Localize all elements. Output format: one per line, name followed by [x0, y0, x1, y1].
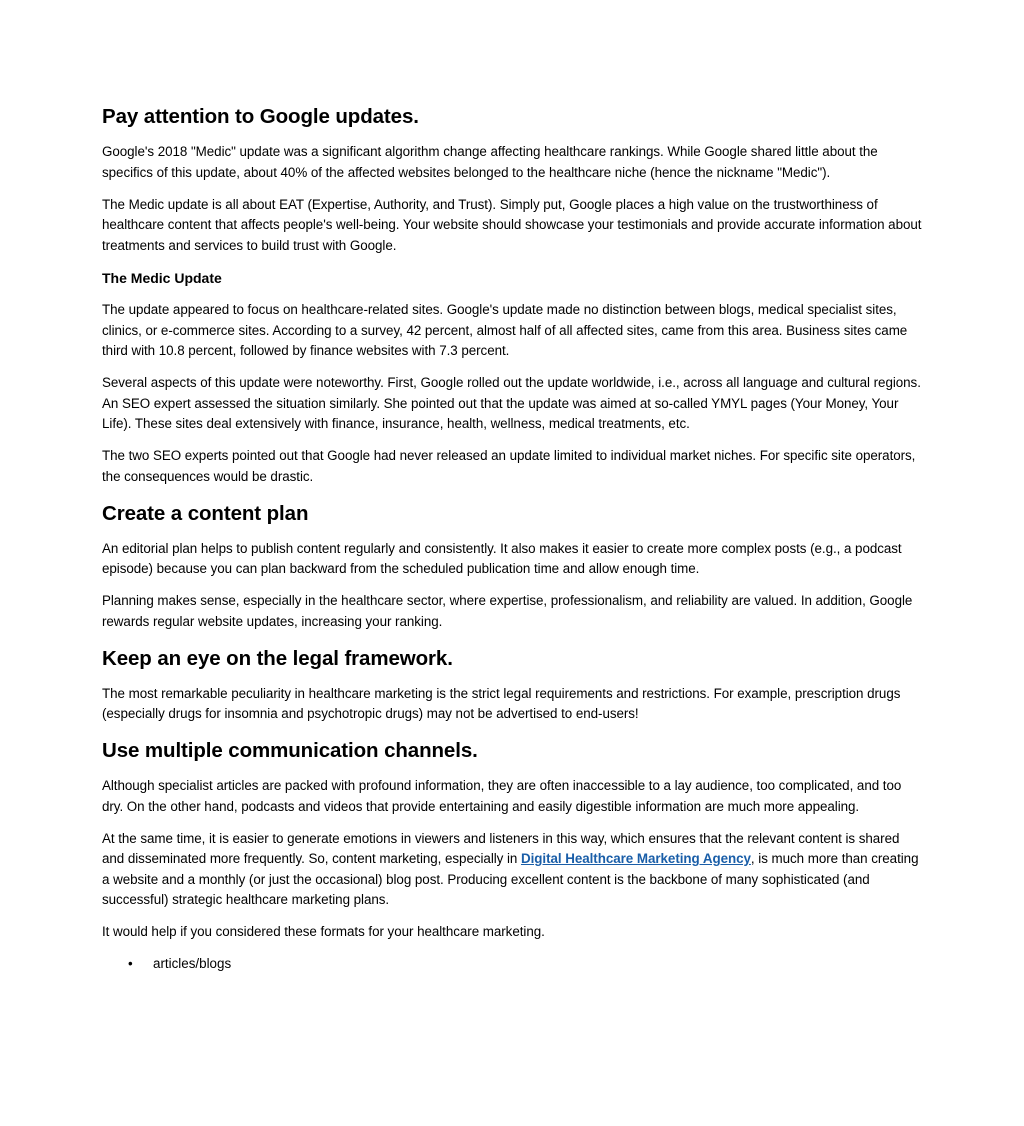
- section-heading: Create a content plan: [102, 501, 309, 525]
- section-communication-channels: [102, 736, 924, 975]
- paragraph: An editorial plan helps to publish content regularly and consistently. It also makes it easier to create more complex posts (e.g., a podcast episode) because you can plan backward from the scheduled publication time and allow enough time.: [102, 540, 902, 576]
- subheading-medic-update: The Medic Update: [102, 269, 222, 286]
- section-google-updates: [102, 102, 924, 487]
- paragraph: Google's 2018 "Medic" update was a significant algorithm change affecting healthcare rankings. While Google shared little about the specifics of this update, about 40% of the affected websites belonged to the healthcare niche (hence the nickname "Medic").: [102, 144, 878, 180]
- digital-healthcare-agency-link[interactable]: Digital Healthcare Marketing Agency: [520, 851, 751, 866]
- paragraph-text: At the same time, it is easier to generate emotions in viewers and listeners in this way, which ensures that the relevant content is shared and disseminated more frequently. So, content marketing, especially in: [102, 830, 900, 866]
- paragraph: The Medic update is all about EAT (Expertise, Authority, and Trust). Simply put, Google places a high value on the trustworthiness of healthcare content that affects people's well-being. Your website should showcase your testimonials and provide accurate information about treatments and services to build trust with Google.: [102, 196, 922, 253]
- list-item: [102, 954, 924, 975]
- paragraph: Several aspects of this update were noteworthy. First, Google rolled out the update worldwide, i.e., across all language and cultural regions. An SEO expert assessed the situation similarly. She pointed out that the update was aimed at so-called YMYL pages (Your Money, Your Life). These sites deal extensively with finance, insurance, health, wellness, medical treatments, etc.: [102, 375, 921, 431]
- section-legal-framework: [102, 644, 924, 725]
- list-item-text: articles/blogs: [153, 956, 232, 971]
- section-heading: Keep an eye on the legal framework.: [102, 646, 453, 670]
- bullet-icon: •: [128, 956, 133, 971]
- paragraph: Planning makes sense, especially in the healthcare sector, where expertise, professionalism, and reliability are valued. In addition, Google rewards regular website updates, increasing your ranking.: [102, 593, 913, 629]
- formats-list: [102, 954, 924, 975]
- document-page: [102, 100, 924, 975]
- section-heading: Pay attention to Google updates.: [102, 105, 419, 128]
- section-content-plan: [102, 499, 924, 633]
- paragraph-with-link: [102, 829, 924, 911]
- paragraph: The two SEO experts pointed out that Google had never released an update limited to individual market niches. For specific site operators, the consequences would be drastic.: [102, 448, 916, 484]
- paragraph: The most remarkable peculiarity in healthcare marketing is the strict legal requirements and restrictions. For example, prescription drugs (especially drugs for insomnia and psychotropic drugs) may not be advertised to end-users!: [102, 685, 901, 721]
- paragraph: It would help if you considered these formats for your healthcare marketing.: [102, 924, 545, 939]
- paragraph-text: , is much more than creating a website and a monthly (or just the occasional) blog post. Producing excellent content is the backbone of many sophisticated (and successful) strategic healthcare marketing plans.: [102, 851, 919, 907]
- section-heading: Use multiple communication channels.: [102, 739, 478, 762]
- paragraph: The update appeared to focus on healthcare-related sites. Google's update made no distinction between blogs, medical specialist sites, clinics, or e-commerce sites. According to a survey, 42 percent, almost half of all affected sites, came from this area. Business sites came third with 10.8 percent, followed by finance websites with 7.3 percent.: [102, 302, 908, 358]
- paragraph: Although specialist articles are packed with profound information, they are often inaccessible to a lay audience, too complicated, and too dry. On the other hand, podcasts and videos that provide entertaining and easily digestible information are much more appealing.: [102, 778, 902, 814]
